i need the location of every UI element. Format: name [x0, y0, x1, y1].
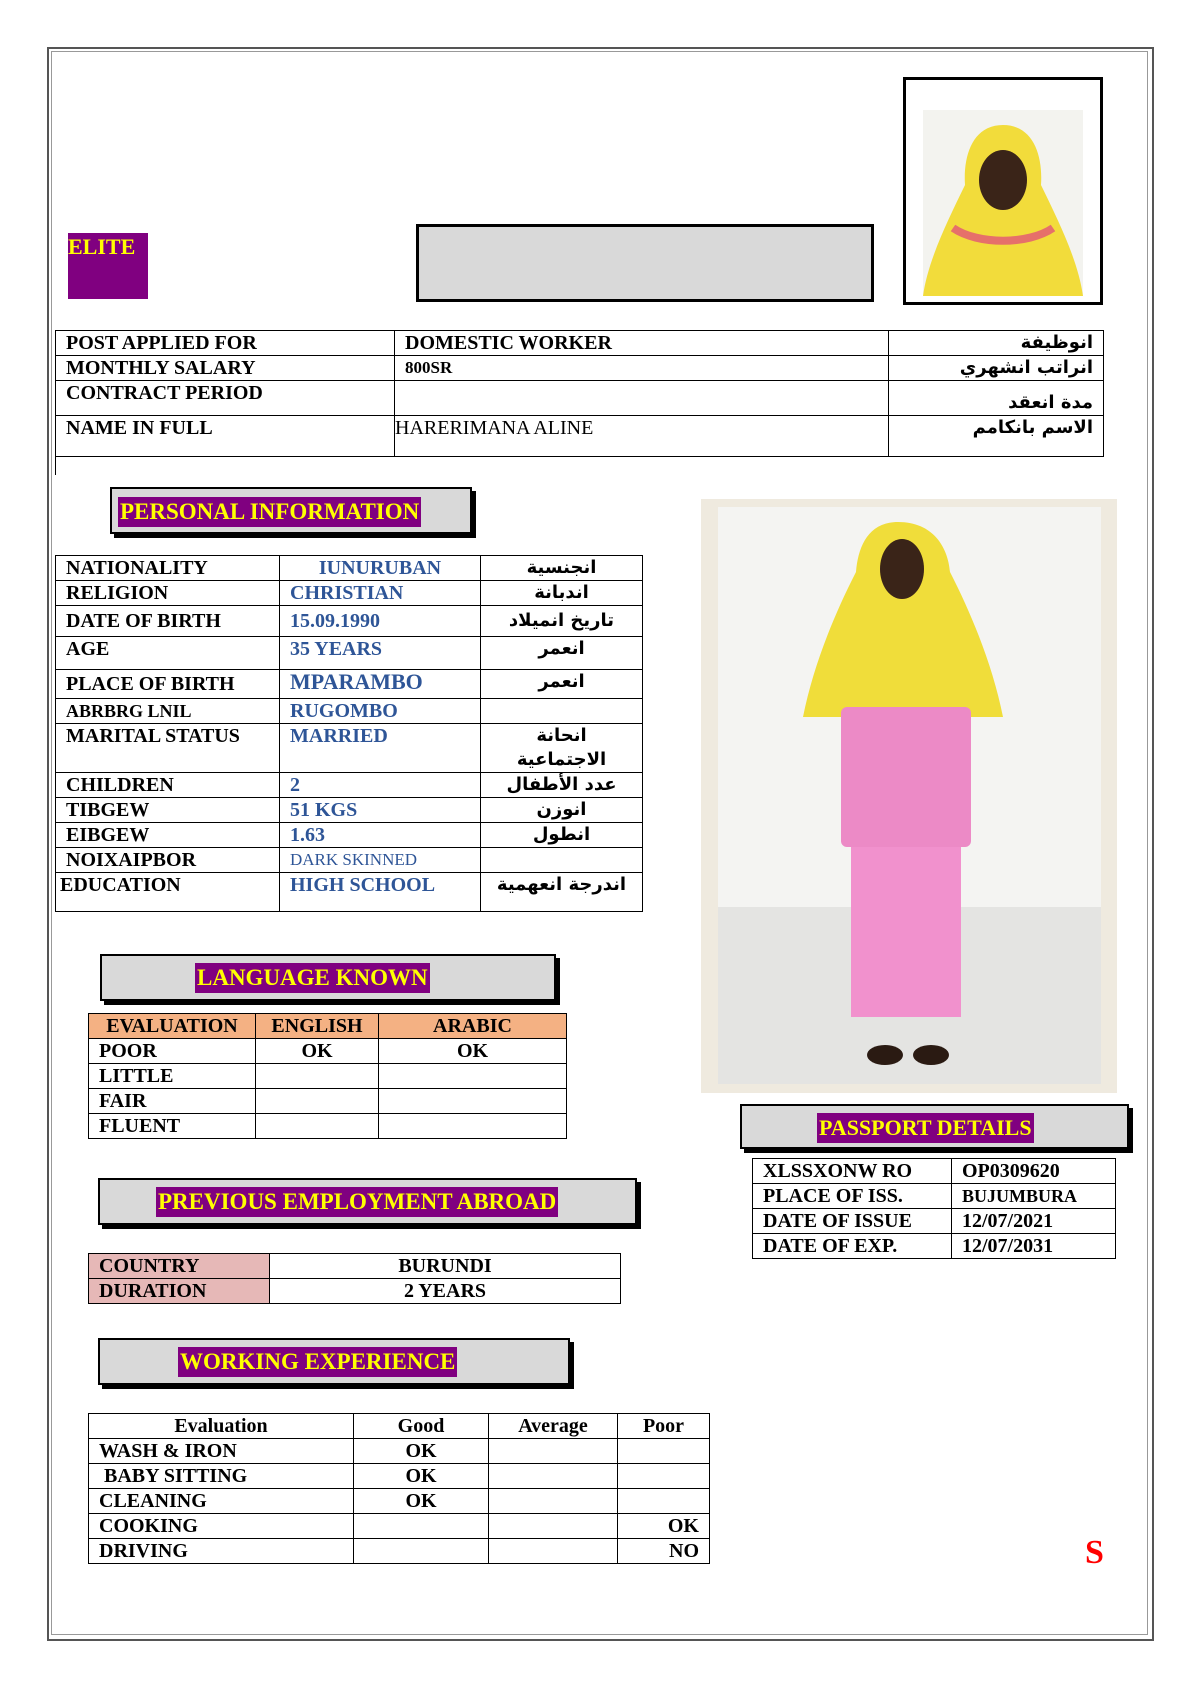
table-row: RELIGION CHRISTIAN اندبانة	[56, 581, 643, 606]
full-body-photo	[701, 499, 1117, 1093]
section-title: PASSPORT DETAILS	[817, 1113, 1034, 1143]
table-row: BABY SITTING OK	[89, 1464, 710, 1489]
language-table	[88, 1013, 567, 1139]
agency-name: ELITE	[68, 234, 136, 259]
table-header-row: Evaluation Good Average Poor	[89, 1414, 710, 1439]
table-row: PLACE OF ISS. BUJUMBURA	[753, 1184, 1116, 1209]
table-row: NATIONALITY IUNURUBAN انجنسية	[56, 556, 643, 581]
passport-table	[752, 1158, 1116, 1259]
personal-info-table	[55, 555, 643, 912]
footer-mark: S	[1085, 1534, 1104, 1571]
section-title: WORKING EXPERIENCE	[178, 1347, 457, 1377]
table-row: MARITAL STATUS MARRIED انحانة الاجتماعية	[56, 724, 643, 773]
previous-employment-table	[88, 1253, 621, 1304]
table-row: ABRBRG LNIL RUGOMBO	[56, 699, 643, 724]
blank-header-box	[416, 224, 874, 302]
table-row: NAME IN FULL HARERIMANA ALINE الاسم بانكامم	[56, 416, 1104, 457]
table-row: AGE 35 YEARS انعمر	[56, 637, 643, 670]
table-row: LITTLE	[89, 1064, 567, 1089]
table-row: PLACE OF BIRTH MPARAMBO انعمر	[56, 670, 643, 699]
table-header-row: EVALUATION ENGLISH ARABIC	[89, 1014, 567, 1039]
table-row: FAIR	[89, 1089, 567, 1114]
table-row: DATE OF EXP. 12/07/2031	[753, 1234, 1116, 1259]
table-row: MONTHLY SALARY 800SR انراتب انشهري	[56, 356, 1104, 381]
application-summary-table	[55, 330, 1104, 457]
section-title: PERSONAL INFORMATION	[118, 497, 421, 527]
section-title: PREVIOUS EMPLOYMENT ABROAD	[156, 1187, 558, 1217]
section-title: LANGUAGE KNOWN	[195, 963, 430, 993]
table-row: COOKING OK	[89, 1514, 710, 1539]
passport-header	[740, 1104, 1129, 1149]
previous-employment-header	[98, 1178, 637, 1225]
table-row: CHILDREN 2 عدد الأطفال	[56, 773, 643, 798]
table-row: NOIXAIPBOR DARK SKINNED	[56, 848, 643, 873]
passport-photo	[903, 77, 1103, 305]
table-row: CLEANING OK	[89, 1489, 710, 1514]
working-experience-header	[98, 1338, 570, 1385]
table-row: WASH & IRON OK	[89, 1439, 710, 1464]
table-row: COUNTRY BURUNDI	[89, 1254, 621, 1279]
photo-background	[718, 507, 1101, 1084]
table-row: FLUENT	[89, 1114, 567, 1139]
table-row: DATE OF BIRTH 15.09.1990 تاريخ انميلاد	[56, 606, 643, 637]
language-header	[100, 954, 556, 1001]
agency-logo	[68, 233, 148, 299]
personal-info-header	[110, 487, 472, 534]
table-row: DATE OF ISSUE 12/07/2021	[753, 1209, 1116, 1234]
table-row: TIBGEW 51 KGS انوزن	[56, 798, 643, 823]
table-row: EIBGEW 1.63 انطول	[56, 823, 643, 848]
table-row: DURATION 2 YEARS	[89, 1279, 621, 1304]
table-row: XLSSXONW RO OP0309620	[753, 1159, 1116, 1184]
table-row: DRIVING NO	[89, 1539, 710, 1564]
working-experience-table	[88, 1413, 710, 1564]
table-row: CONTRACT PERIOD مدة انعقد	[56, 381, 1104, 416]
table-row: POST APPLIED FOR DOMESTIC WORKER انوظيفة	[56, 331, 1104, 356]
full-body-image	[718, 507, 1101, 1084]
table-row: POOR OK OK	[89, 1039, 567, 1064]
portrait-image	[923, 110, 1083, 296]
table-row: EDUCATION HIGH SCHOOL اندرجة انعهمية	[56, 873, 643, 912]
